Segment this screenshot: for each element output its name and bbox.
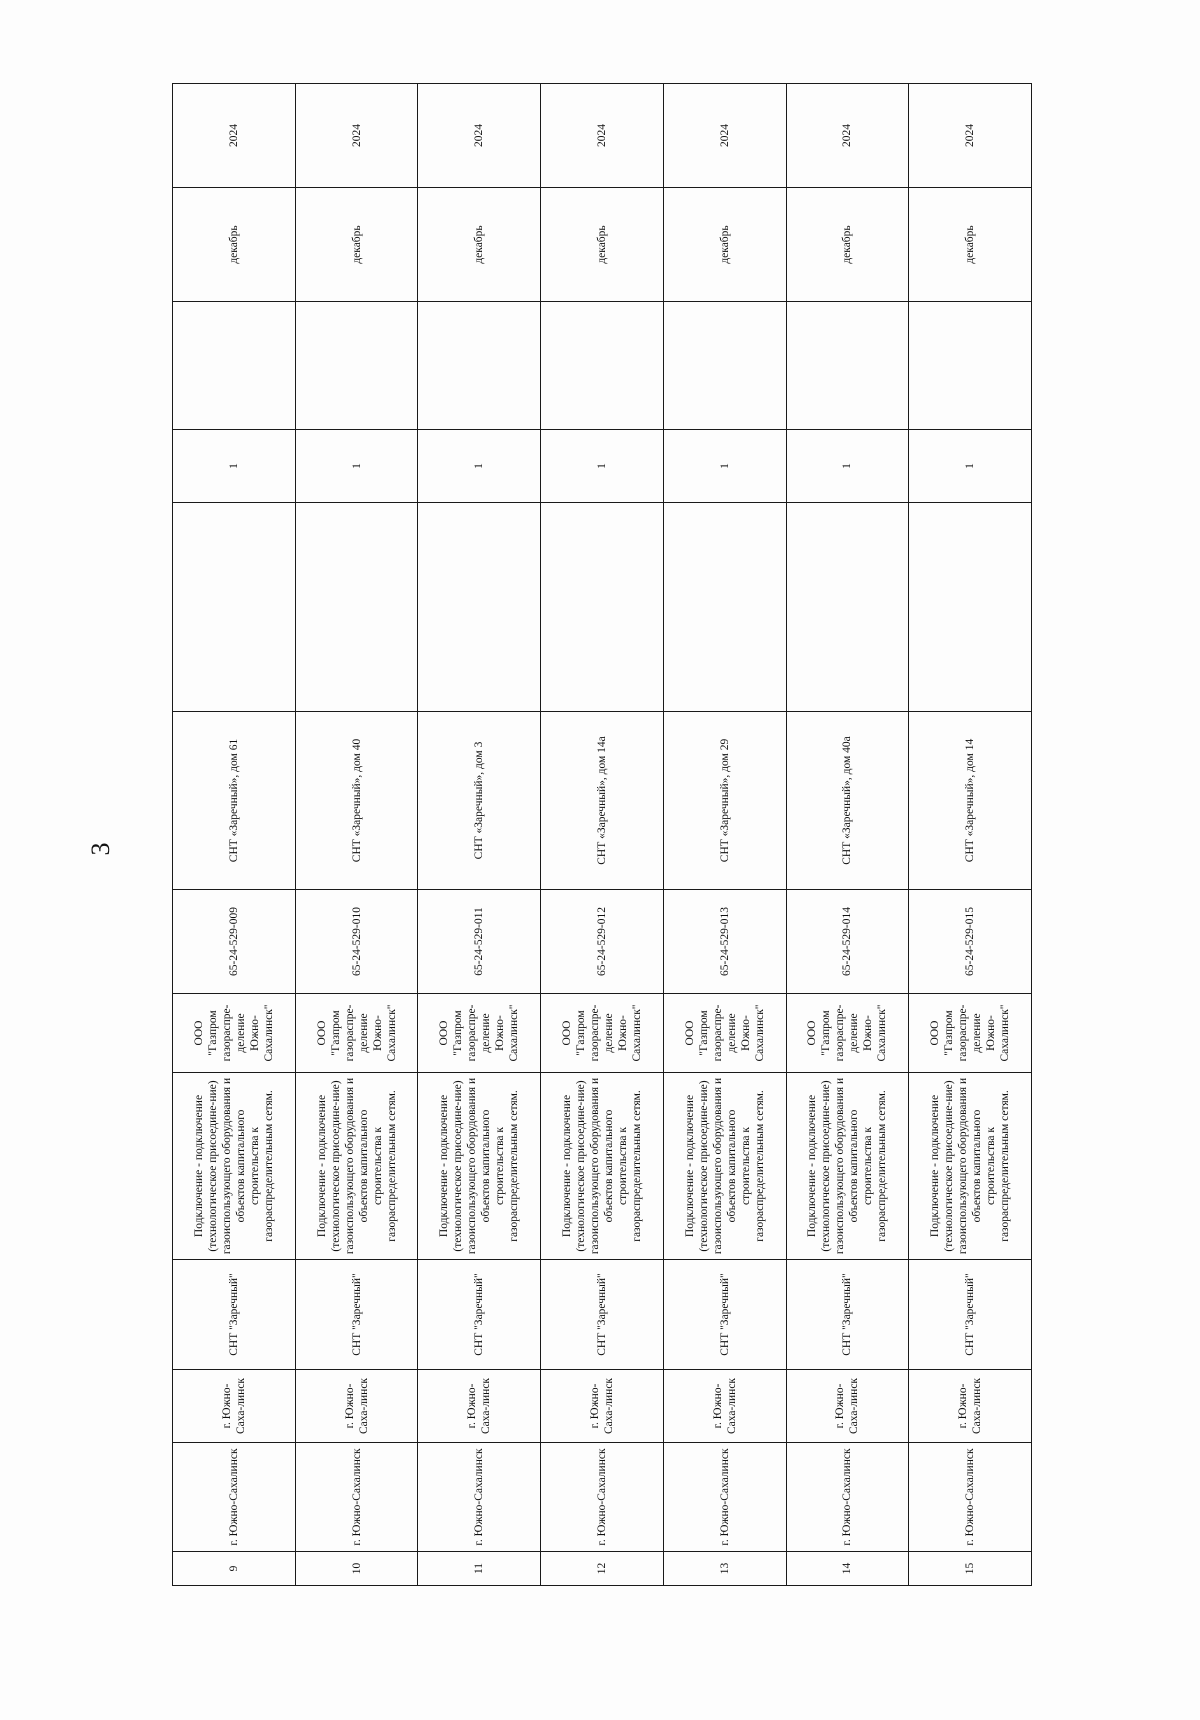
month-cell: декабрь [418, 188, 541, 302]
table-row [909, 84, 1032, 1586]
empty-cell [173, 503, 296, 712]
quantity-cell: 1 [418, 430, 541, 503]
year-cell: 2024 [786, 84, 909, 188]
object-name-cell: СНТ "Заречный" [909, 1260, 1032, 1370]
district-cell: г. Южно-Сахалинск [295, 1443, 418, 1552]
table-row [295, 84, 418, 1586]
empty-cell [418, 503, 541, 712]
row-number-cell: 15 [909, 1552, 1032, 1586]
row-number-cell: 12 [541, 1552, 664, 1586]
empty-cell [295, 503, 418, 712]
quantity-cell: 1 [786, 430, 909, 503]
year-cell: 2024 [418, 84, 541, 188]
organization-cell: ООО "Газпром газораспре-деление Южно-Сахалинск" [295, 994, 418, 1073]
registry-code-cell: 65-24-529-010 [295, 890, 418, 994]
object-name-cell: СНТ "Заречный" [541, 1260, 664, 1370]
organization-cell: ООО "Газпром газораспре-деление Южно-Сахалинск" [909, 994, 1032, 1073]
organization-cell: ООО "Газпром газораспре-деление Южно-Сахалинск" [663, 994, 786, 1073]
settlement-cell: г. Южно-Саха-линск [173, 1370, 296, 1443]
settlement-cell: г. Южно-Саха-линск [909, 1370, 1032, 1443]
quantity-cell: 1 [909, 430, 1032, 503]
registry-code-cell: 65-24-529-013 [663, 890, 786, 994]
table-row [663, 84, 786, 1586]
address-cell: СНТ «Заречный», дом 40а [786, 712, 909, 890]
year-cell: 2024 [173, 84, 296, 188]
settlement-cell: г. Южно-Саха-линск [541, 1370, 664, 1443]
month-cell: декабрь [663, 188, 786, 302]
address-cell: СНТ «Заречный», дом 61 [173, 712, 296, 890]
address-cell: СНТ «Заречный», дом 29 [663, 712, 786, 890]
empty-cell [909, 302, 1032, 430]
empty-cell [541, 302, 664, 430]
registry-code-cell: 65-24-529-014 [786, 890, 909, 994]
object-name-cell: СНТ "Заречный" [663, 1260, 786, 1370]
object-name-cell: СНТ "Заречный" [418, 1260, 541, 1370]
object-name-cell: СНТ "Заречный" [295, 1260, 418, 1370]
quantity-cell: 1 [663, 430, 786, 503]
month-cell: декабрь [541, 188, 664, 302]
work-description-cell: Подключение - подключение (технологическое присоедине-ние) газоиспользующего оборудования и объектов капитального строительства к газораспределительным сетям. [418, 1073, 541, 1260]
row-number-cell: 11 [418, 1552, 541, 1586]
row-number-cell: 14 [786, 1552, 909, 1586]
address-cell: СНТ «Заречный», дом 14 [909, 712, 1032, 890]
settlement-cell: г. Южно-Саха-линск [786, 1370, 909, 1443]
empty-cell [909, 503, 1032, 712]
object-name-cell: СНТ "Заречный" [786, 1260, 909, 1370]
quantity-cell: 1 [541, 430, 664, 503]
quantity-cell: 1 [173, 430, 296, 503]
table-body [173, 84, 1032, 1586]
quantity-cell: 1 [295, 430, 418, 503]
district-cell: г. Южно-Сахалинск [541, 1443, 664, 1552]
organization-cell: ООО "Газпром газораспре-деление Южно-Сахалинск" [786, 994, 909, 1073]
settlement-cell: г. Южно-Саха-линск [295, 1370, 418, 1443]
row-number-cell: 9 [173, 1552, 296, 1586]
district-cell: г. Южно-Сахалинск [663, 1443, 786, 1552]
year-cell: 2024 [541, 84, 664, 188]
empty-cell [418, 302, 541, 430]
empty-cell [541, 503, 664, 712]
registry-code-cell: 65-24-529-012 [541, 890, 664, 994]
address-cell: СНТ «Заречный», дом 3 [418, 712, 541, 890]
table-rotation-frame [172, 84, 1032, 1586]
year-cell: 2024 [909, 84, 1032, 188]
empty-cell [663, 503, 786, 712]
district-cell: г. Южно-Сахалинск [786, 1443, 909, 1552]
empty-cell [786, 302, 909, 430]
month-cell: декабрь [173, 188, 296, 302]
object-name-cell: СНТ "Заречный" [173, 1260, 296, 1370]
empty-cell [295, 302, 418, 430]
settlement-cell: г. Южно-Саха-линск [418, 1370, 541, 1443]
work-description-cell: Подключение - подключение (технологическое присоедине-ние) газоиспользующего оборудования и объектов капитального строительства к газораспределительным сетям. [786, 1073, 909, 1260]
work-description-cell: Подключение - подключение (технологическое присоедине-ние) газоиспользующего оборудования и объектов капитального строительства к газораспределительным сетям. [909, 1073, 1032, 1260]
table-row [541, 84, 664, 1586]
empty-cell [173, 302, 296, 430]
data-table [172, 83, 1032, 1586]
year-cell: 2024 [663, 84, 786, 188]
registry-code-cell: 65-24-529-015 [909, 890, 1032, 994]
row-number-cell: 13 [663, 1552, 786, 1586]
table-row [173, 84, 296, 1586]
district-cell: г. Южно-Сахалинск [173, 1443, 296, 1552]
organization-cell: ООО "Газпром газораспре-деление Южно-Сахалинск" [541, 994, 664, 1073]
address-cell: СНТ «Заречный», дом 40 [295, 712, 418, 890]
month-cell: декабрь [295, 188, 418, 302]
organization-cell: ООО "Газпром газораспре-деление Южно-Сахалинск" [418, 994, 541, 1073]
work-description-cell: Подключение - подключение (технологическое присоедине-ние) газоиспользующего оборудования и объектов капитального строительства к газораспределительным сетям. [663, 1073, 786, 1260]
district-cell: г. Южно-Сахалинск [418, 1443, 541, 1552]
district-cell: г. Южно-Сахалинск [909, 1443, 1032, 1552]
row-number-cell: 10 [295, 1552, 418, 1586]
empty-cell [663, 302, 786, 430]
year-cell: 2024 [295, 84, 418, 188]
work-description-cell: Подключение - подключение (технологическое присоедине-ние) газоиспользующего оборудования и объектов капитального строительства к газораспределительным сетям. [173, 1073, 296, 1260]
work-description-cell: Подключение - подключение (технологическое присоедине-ние) газоиспользующего оборудования и объектов капитального строительства к газораспределительным сетям. [541, 1073, 664, 1260]
page-number: 3 [86, 842, 115, 856]
month-cell: декабрь [786, 188, 909, 302]
organization-cell: ООО "Газпром газораспре-деление Южно-Сахалинск" [173, 994, 296, 1073]
table-row [786, 84, 909, 1586]
work-description-cell: Подключение - подключение (технологическое присоедине-ние) газоиспользующего оборудования и объектов капитального строительства к газораспределительным сетям. [295, 1073, 418, 1260]
month-cell: декабрь [909, 188, 1032, 302]
settlement-cell: г. Южно-Саха-линск [663, 1370, 786, 1443]
table-row [418, 84, 541, 1586]
empty-cell [786, 503, 909, 712]
rotated-table-container [172, 84, 1032, 1586]
registry-code-cell: 65-24-529-009 [173, 890, 296, 994]
registry-code-cell: 65-24-529-011 [418, 890, 541, 994]
address-cell: СНТ «Заречный», дом 14а [541, 712, 664, 890]
